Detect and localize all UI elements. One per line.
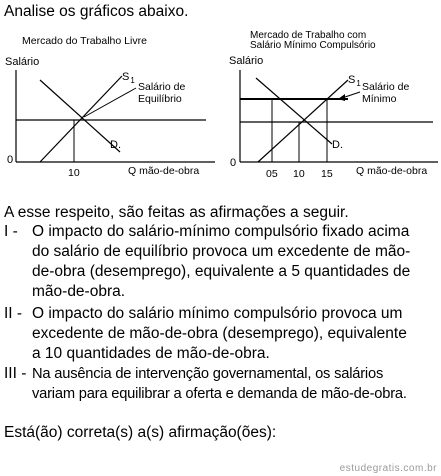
x-tick-10: 10 xyxy=(68,167,80,179)
chart-title-line1: Mercado de Trabalho com xyxy=(250,30,367,41)
affirmation-text xyxy=(32,222,436,302)
affirmation-text xyxy=(32,304,436,364)
x-axis-label: Q mão-de-obra xyxy=(356,165,428,177)
affirmation-line: O impacto do salário mínimo compulsório provoca um xyxy=(32,305,403,322)
affirmation-number: I - xyxy=(4,223,18,240)
chart-title-line2: Salário Mínimo Compulsório xyxy=(250,40,376,51)
chart-minimum-wage-svg xyxy=(228,28,441,188)
affirmation-line: de-obra (desemprego), equivalente a 5 quantidades de xyxy=(32,263,411,280)
intro-text: Analise os gráficos abaixo. xyxy=(4,3,189,20)
watermark: estudegratis.com.br xyxy=(339,463,437,474)
y-axis-label: Salário xyxy=(5,56,40,68)
question-text: Está(ão) correta(s) a(s) afirmação(ões): xyxy=(4,424,277,441)
equilibrium-label-line1: Salário de xyxy=(138,81,186,93)
chart-free-market xyxy=(0,28,215,193)
affirmation-line: O impacto do salário-mínimo compulsório fixado acima xyxy=(32,223,410,240)
origin-label: 0 xyxy=(7,154,14,166)
affirmation-line: a 10 quantidades de mão-de-obra. xyxy=(32,345,270,362)
demand-line xyxy=(256,78,332,144)
y-axis-label: Salário xyxy=(229,55,264,67)
minimum-wage-label xyxy=(362,81,412,105)
affirmation-line: Na ausência de intervenção governamental, os salários xyxy=(32,366,384,382)
chart-title xyxy=(250,30,376,51)
x-axis-label: Q mão-de-obra xyxy=(128,165,200,177)
demand-label: D. xyxy=(110,139,121,151)
equilibrium-label-line2: Equilíbrio xyxy=(138,93,182,105)
x-tick-15: 15 xyxy=(321,168,333,180)
affirmation-line: mão-de-obra. xyxy=(32,283,126,300)
chart-minimum-wage xyxy=(228,28,441,193)
minimum-wage-label-line1: Salário de xyxy=(362,81,410,93)
equilibrium-arrow xyxy=(84,88,136,117)
chart-title: Mercado do Trabalho Livre xyxy=(22,35,147,47)
minimum-wage-label-line2: Mínimo xyxy=(362,93,397,105)
demand-label: D. xyxy=(332,139,343,151)
equilibrium-label xyxy=(138,81,188,105)
affirmation-line: do salário de equilíbrio provoca um excedente de mão- xyxy=(32,243,411,260)
supply-label: $S_1$ xyxy=(348,74,361,88)
origin-label: 0 xyxy=(230,157,237,169)
affirmation-line: variam para equilibrar a oferta e demanda de mão-de-obra. xyxy=(32,386,407,402)
affirmation-number: II - xyxy=(4,305,23,322)
statement-text: A esse respeito, são feitas as afirmações a seguir. xyxy=(4,204,349,221)
affirmation-number: III - xyxy=(4,365,27,382)
supply-label: $S_1$ xyxy=(122,71,135,85)
x-tick-05: 05 xyxy=(266,168,278,180)
affirmation-line: excedente de mão-de-obra (desemprego), equivalente xyxy=(32,325,407,342)
x-tick-10: 10 xyxy=(293,168,305,180)
affirmation-text xyxy=(32,364,436,404)
chart-free-market-svg xyxy=(0,28,215,188)
